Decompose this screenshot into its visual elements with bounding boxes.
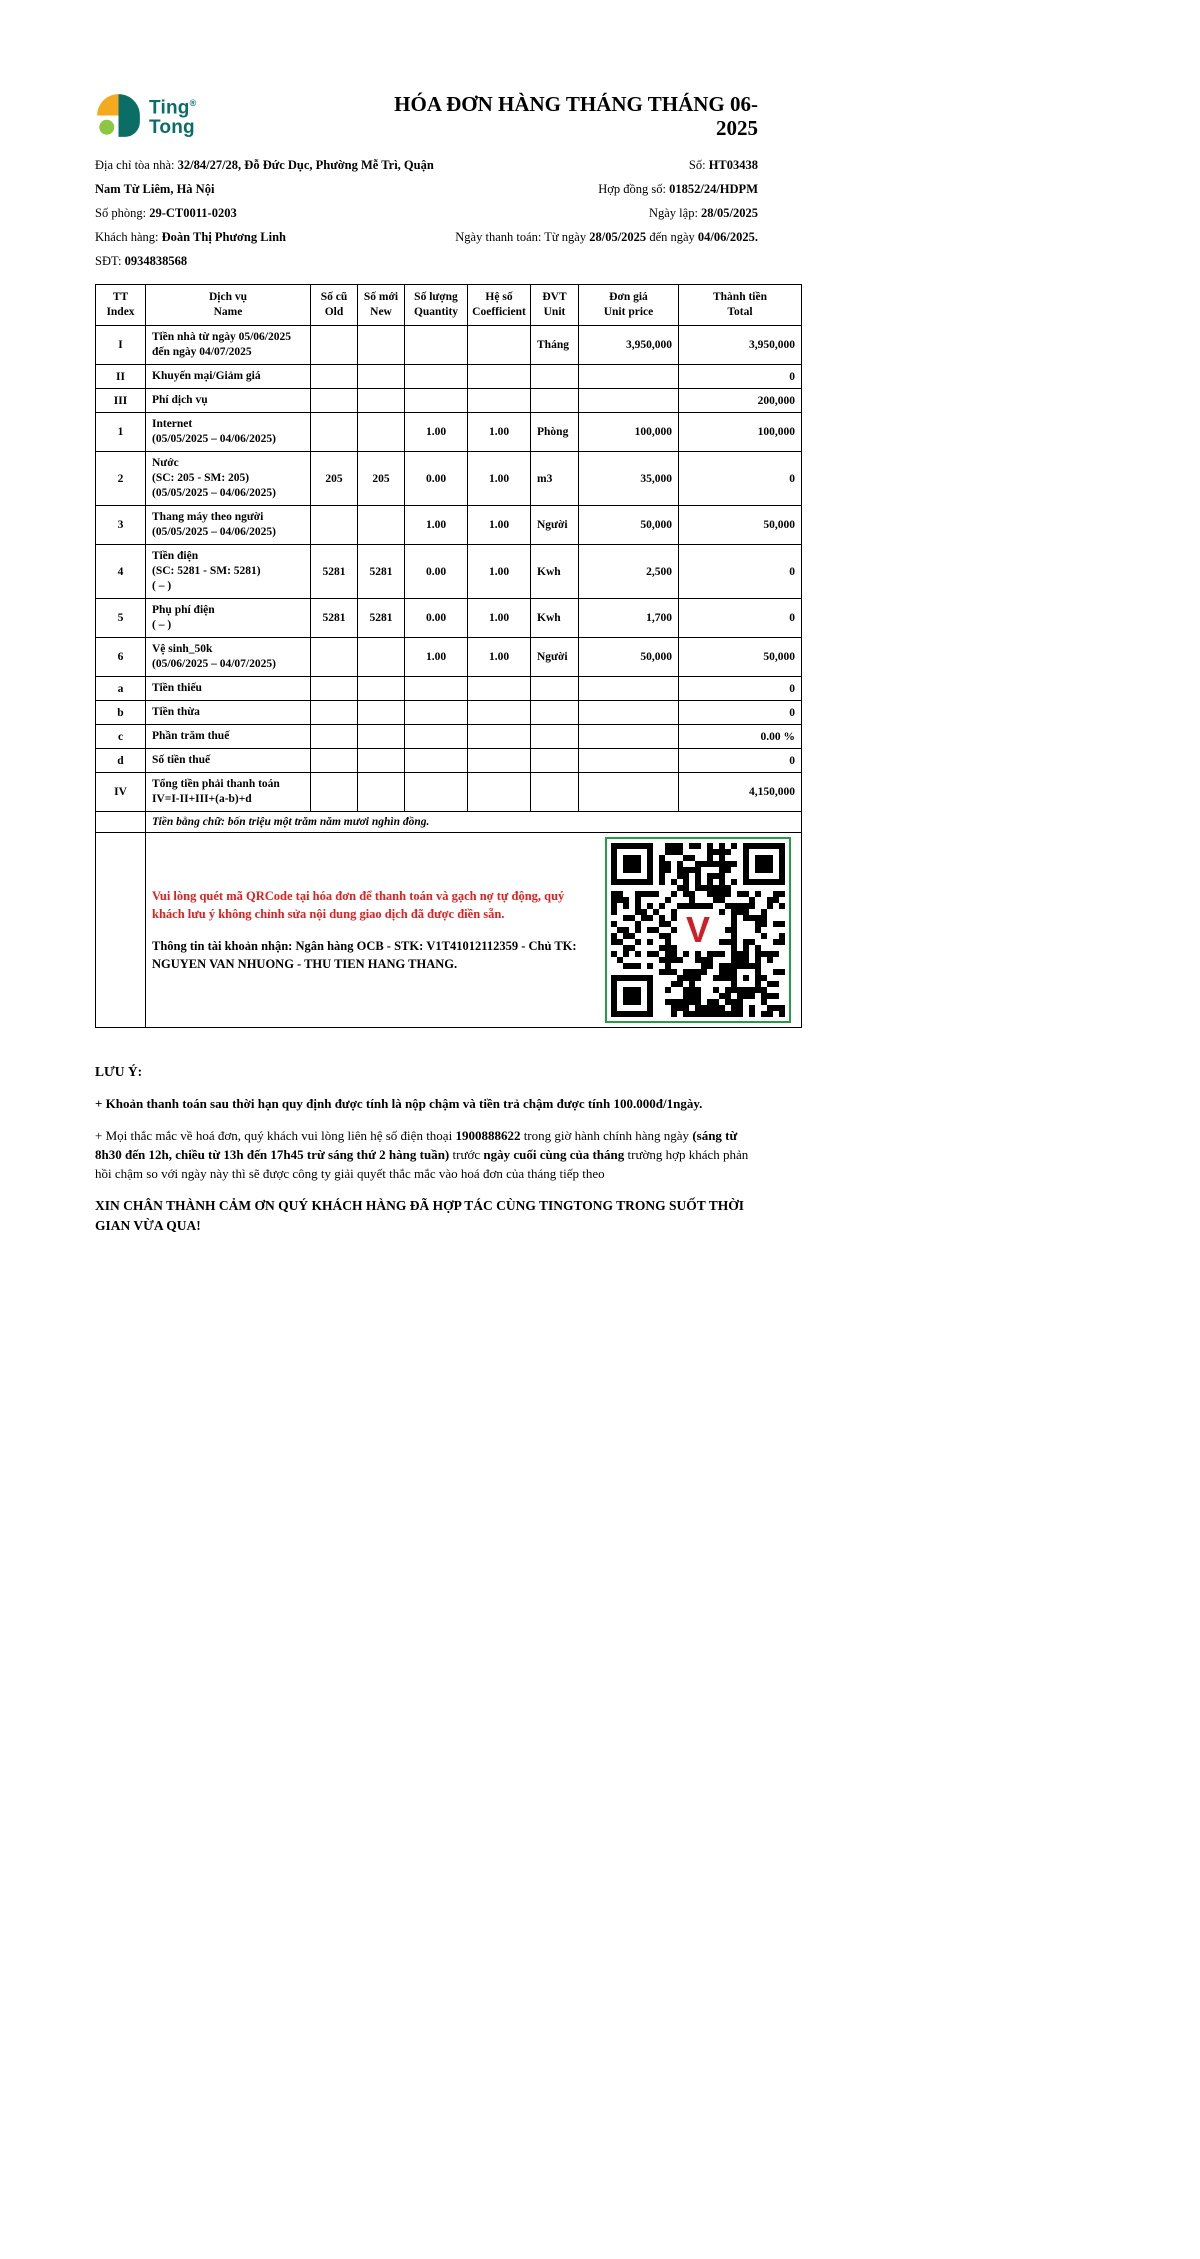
cell-coef [468,701,531,725]
cell-old [311,749,358,773]
column-header: Đơn giá Unit price [579,285,679,326]
cell-price [579,389,679,413]
column-header: Số cũ Old [311,285,358,326]
amount-in-words-value: bốn triệu một trăm năm mươi nghìn đồng. [227,816,430,828]
cell-index: II [96,365,146,389]
cell-price: 1,700 [579,599,679,638]
cell-index: IV [96,773,146,812]
cell-qty: 1.00 [405,638,468,677]
cell-index [96,812,146,833]
cell-old [311,677,358,701]
services-table [95,284,802,1028]
cell-qty [405,365,468,389]
cell-new [358,506,405,545]
cell-service-name: Nước (SC: 205 - SM: 205) (05/05/2025 – 04/06/2025) [146,452,311,506]
service-row [96,506,802,545]
cell-coef: 1.00 [468,545,531,599]
cell-new: 5281 [358,599,405,638]
cell-price: 100,000 [579,413,679,452]
service-row [96,773,802,812]
cell-qty: 1.00 [405,506,468,545]
cell-total: 100,000 [679,413,802,452]
cell-qty [405,677,468,701]
service-row [96,638,802,677]
cell-price: 2,500 [579,545,679,599]
cell-service-name: Thang máy theo người (05/05/2025 – 04/06/2025) [146,506,311,545]
cell-unit [531,389,579,413]
cell-new [358,389,405,413]
cell-index: c [96,725,146,749]
cell-old: 5281 [311,599,358,638]
cell-coef: 1.00 [468,638,531,677]
service-row [96,749,802,773]
cell-qty [405,389,468,413]
cell-total: 200,000 [679,389,802,413]
service-row [96,701,802,725]
cell-qty: 0.00 [405,599,468,638]
cell-old: 205 [311,452,358,506]
cell-coef [468,749,531,773]
tingtong-logo [95,92,196,139]
cell-service-name: Tiền thừa [146,701,311,725]
cell-old [311,725,358,749]
cell-price: 50,000 [579,638,679,677]
cell-coef [468,389,531,413]
cell-service-name: Internet (05/05/2025 – 04/06/2025) [146,413,311,452]
cell-price [579,701,679,725]
cell-qty: 0.00 [405,545,468,599]
cell-old [311,413,358,452]
cell-coef [468,725,531,749]
cell-coef: 1.00 [468,452,531,506]
cell-total: 0 [679,677,802,701]
cell-new: 5281 [358,545,405,599]
cell-price: 50,000 [579,506,679,545]
service-row [96,599,802,638]
cell-unit [531,677,579,701]
cell-unit: Người [531,638,579,677]
cell-old [311,701,358,725]
cell-old: 5281 [311,545,358,599]
late-payment-note: + Khoản thanh toán sau thời hạn quy định được tính là nộp chậm và tiền trả chậm được tính 100.000đ/1ngày. [95,1096,703,1111]
column-header: Số mới New [358,285,405,326]
cell-coef: 1.00 [468,506,531,545]
invoice-numbers [443,153,801,273]
service-row [96,677,802,701]
invoice-meta [95,153,801,273]
cell-coef [468,773,531,812]
cell-unit [531,365,579,389]
cell-coef [468,677,531,701]
notes-section [95,1064,759,1236]
cell-index: d [96,749,146,773]
cell-old [311,389,358,413]
cell-unit: Người [531,506,579,545]
cell-coef: 1.00 [468,599,531,638]
cell-total: 0 [679,452,802,506]
cell-price: 3,950,000 [579,326,679,365]
cell-new [358,677,405,701]
cell-total: 0 [679,701,802,725]
cell-index: b [96,701,146,725]
cell-total: 4,150,000 [679,773,802,812]
column-header: ĐVT Unit [531,285,579,326]
cell-service-name: Tổng tiền phải thanh toán IV=I-II+III+(a-b)+d [146,773,311,812]
cell-service-name: Số tiền thuế [146,749,311,773]
cell-qty: 0.00 [405,452,468,506]
service-row [96,326,802,365]
cell-unit [531,725,579,749]
cell-index: 5 [96,599,146,638]
column-header: Số lượng Quantity [405,285,468,326]
cell-unit [531,749,579,773]
cell-price: 35,000 [579,452,679,506]
invoice-document [95,92,801,1236]
cell-new [358,638,405,677]
cell-new [358,365,405,389]
cell-service-name: Phần trăm thuế [146,725,311,749]
bank-account-info: Thông tin tài khoản nhận: Ngân hàng OCB - STK: V1T41012112359 - Chủ TK: NGUYEN VAN NHUONG - THU TIEN HANG THANG. [152,939,577,971]
cell-total: 0 [679,599,802,638]
service-row [96,725,802,749]
cell-index: 6 [96,638,146,677]
cell-qty [405,725,468,749]
registered-mark: ® [189,98,197,109]
cell-qty [405,701,468,725]
cell-new [358,725,405,749]
column-header: Dịch vụ Name [146,285,311,326]
column-header: Hệ số Coefficient [468,285,531,326]
cell-total: 0 [679,545,802,599]
cell-price [579,749,679,773]
invoice-title-line1: HÓA ĐƠN HÀNG THÁNG THÁNG 06- [394,92,758,116]
cell-total: 0.00 % [679,725,802,749]
cell-qty [405,749,468,773]
invoice-title-line2: 2025 [716,116,758,140]
payment-instructions [152,887,588,973]
vietqr-logo: V [677,909,719,951]
meta-line: Số phòng: 29-CT0011-0203 [95,206,237,220]
cell-new [358,701,405,725]
meta-line: Nam Từ Liêm, Hà Nội [95,182,215,196]
meta-line: Ngày thanh toán: Từ ngày 28/05/2025 đến ngày 04/06/2025. [455,230,758,244]
cell-qty: 1.00 [405,413,468,452]
logo-word-ting: Ting [149,97,190,119]
cell-price [579,773,679,812]
cell-new [358,749,405,773]
amount-in-words-label: Tiền bằng chữ: [152,816,228,828]
meta-line: Khách hàng: Đoàn Thị Phương Linh [95,230,286,244]
cell-index: 1 [96,413,146,452]
cell-total: 3,950,000 [679,326,802,365]
thank-you-note: XIN CHÂN THÀNH CẢM ƠN QUÝ KHÁCH HÀNG ĐÃ HỢP TÁC CÙNG TINGTONG TRONG SUỐT THỜI GIAN VỪA QUA! [95,1198,744,1233]
table-header-row [96,285,802,326]
cell-service-name: Phụ phí điện ( – ) [146,599,311,638]
service-row [96,389,802,413]
cell-index: I [96,326,146,365]
cell-unit: Tháng [531,326,579,365]
cell-coef [468,326,531,365]
cell-unit: m3 [531,452,579,506]
customer-info [95,153,443,273]
payment-qr-row [96,833,802,1028]
cell-price [579,365,679,389]
qr-instruction-text: Vui lòng quét mã QRCode tại hóa đơn để thanh toán và gạch nợ tự động, quý khách lưu ý không chỉnh sửa nội dung giao dịch đã được điền sẵn. [152,889,565,921]
cell-coef [468,365,531,389]
cell-old [311,365,358,389]
service-row [96,413,802,452]
cell-index: a [96,677,146,701]
notes-heading: LƯU Ý: [95,1064,143,1079]
cell-service-name: Phí dịch vụ [146,389,311,413]
cell-new [358,413,405,452]
cell-index: 2 [96,452,146,506]
meta-line: Số: HT03438 [688,158,758,172]
amount-in-words-row [96,812,802,833]
cell-new: 205 [358,452,405,506]
service-row [96,545,802,599]
tingtong-logo-text [149,94,196,136]
cell-index: III [96,389,146,413]
cell-index [96,833,146,1028]
logo-word-tong: Tong [149,116,195,138]
cell-coef: 1.00 [468,413,531,452]
cell-old [311,326,358,365]
cell-index: 3 [96,506,146,545]
meta-line: Ngày lập: 28/05/2025 [648,206,758,220]
cell-qty [405,326,468,365]
hotline-note: + Mọi thắc mắc về hoá đơn, quý khách vui lòng liên hệ số điện thoại 1900888622 trong giờ hành chính hàng ngày (sáng từ 8h30 đến 12h, chiều từ 13h đến 17h45 trừ sáng thứ 2 hàng tuần) trước ngày cuối cùng của tháng trường hợp khách phản hồi chậm so với ngày này thì sẽ được công ty giải quyết thắc mắc vào hoá đơn của tháng tiếp theo [95,1128,749,1181]
cell-old [311,638,358,677]
meta-line: Địa chỉ tòa nhà: 32/84/27/28, Đỗ Đức Dục, Phường Mễ Trì, Quận [95,158,434,172]
payment-qr-code [605,837,791,1023]
service-row [96,452,802,506]
cell-old [311,773,358,812]
cell-unit [531,701,579,725]
cell-total: 0 [679,749,802,773]
column-header: Thành tiền Total [679,285,802,326]
cell-service-name: Tiền điện (SC: 5281 - SM: 5281) ( – ) [146,545,311,599]
meta-line: SĐT: 0934838568 [95,254,188,268]
cell-service-name: Khuyến mại/Giảm giá [146,365,311,389]
cell-new [358,773,405,812]
cell-index: 4 [96,545,146,599]
cell-unit: Kwh [531,599,579,638]
service-row [96,365,802,389]
invoice-title [196,92,801,140]
cell-new [358,326,405,365]
cell-service-name: Vệ sinh_50k (05/06/2025 – 04/07/2025) [146,638,311,677]
cell-unit [531,773,579,812]
cell-unit: Phòng [531,413,579,452]
payment-section [146,833,802,1028]
cell-unit: Kwh [531,545,579,599]
cell-qty [405,773,468,812]
document-header [95,92,801,140]
amount-in-words [146,812,802,833]
cell-total: 50,000 [679,638,802,677]
meta-line: Hợp đồng số: 01852/24/HDPM [598,182,758,196]
cell-total: 0 [679,365,802,389]
cell-price [579,677,679,701]
tingtong-logo-icon [95,92,142,139]
cell-total: 50,000 [679,506,802,545]
cell-old [311,506,358,545]
cell-service-name: Tiền nhà từ ngày 05/06/2025 đến ngày 04/07/2025 [146,326,311,365]
column-header: TT Index [96,285,146,326]
cell-price [579,725,679,749]
cell-service-name: Tiền thiếu [146,677,311,701]
